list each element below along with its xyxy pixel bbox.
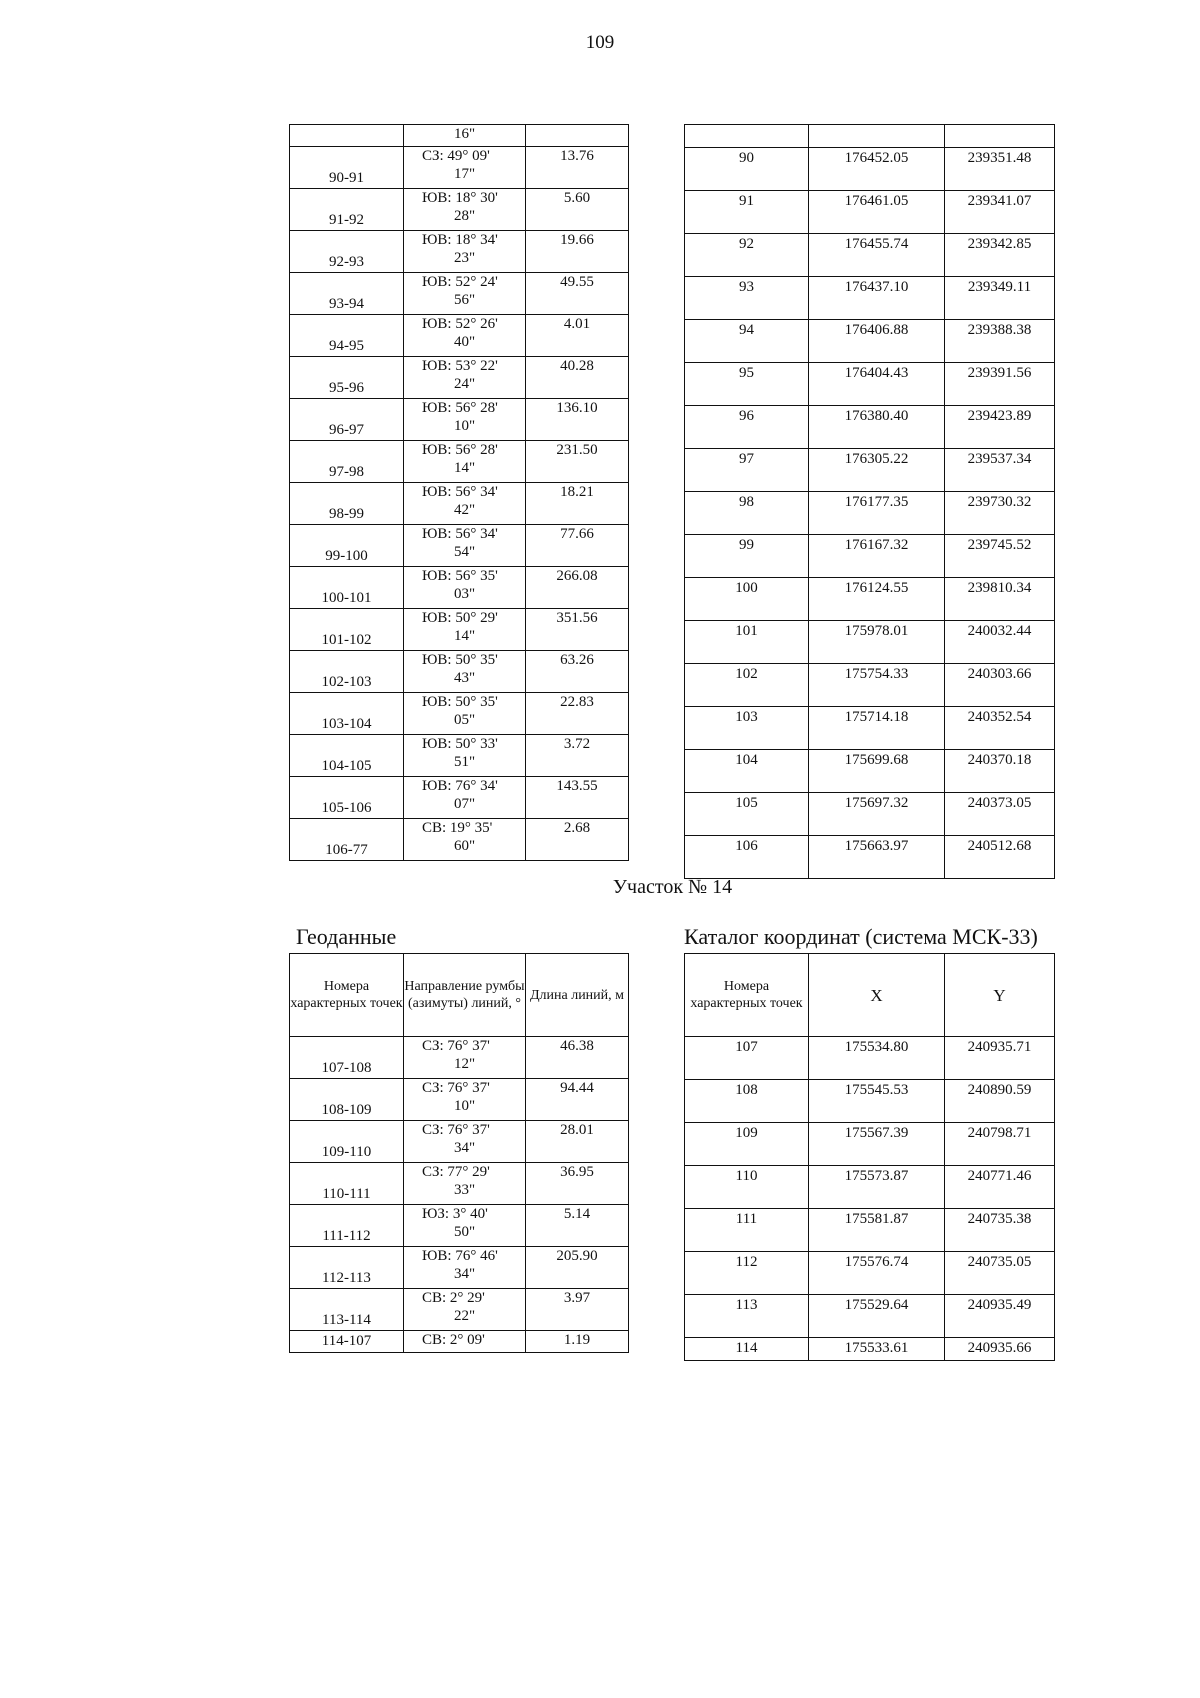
table-row — [290, 1079, 629, 1121]
direction-cell — [404, 1205, 526, 1247]
table-row — [685, 1252, 1055, 1295]
direction-cell — [404, 735, 526, 777]
direction-degrees: СВ: 19° 35' — [422, 820, 493, 836]
y-cell: 240373.05 — [945, 793, 1055, 836]
y-cell: 240735.38 — [945, 1209, 1055, 1252]
table-header-row — [290, 954, 629, 1037]
point-cell: 104 — [685, 750, 809, 793]
direction-degrees: ЮВ: 56° 34' — [422, 526, 498, 542]
table-row — [685, 1123, 1055, 1166]
y-cell: 239388.38 — [945, 320, 1055, 363]
length-cell — [526, 125, 629, 147]
length-cell: 22.83 — [526, 693, 629, 735]
direction-degrees: ЮЗ: 3° 40' — [422, 1206, 488, 1222]
direction-degrees: ЮВ: 76° 34' — [422, 778, 498, 794]
direction-cell — [404, 609, 526, 651]
segment-cell: 100-101 — [290, 567, 404, 609]
table-row — [290, 735, 629, 777]
direction-degrees: ЮВ: 56° 28' — [422, 400, 498, 416]
direction-degrees: ЮВ: 56° 34' — [422, 484, 498, 500]
x-cell: 175581.87 — [809, 1209, 945, 1252]
point-cell: 99 — [685, 535, 809, 578]
direction-seconds: 05" — [454, 712, 476, 728]
direction-seconds: 42" — [454, 502, 476, 518]
x-cell: 176380.40 — [809, 406, 945, 449]
direction-degrees: СЗ: 77° 29' — [422, 1164, 490, 1180]
segment-cell: 109-110 — [290, 1121, 404, 1163]
table-row — [685, 449, 1055, 492]
length-cell: 77.66 — [526, 525, 629, 567]
table-row — [290, 189, 629, 231]
table-header-row — [685, 954, 1055, 1037]
point-cell: 91 — [685, 191, 809, 234]
y-cell: 240735.05 — [945, 1252, 1055, 1295]
point-cell: 111 — [685, 1209, 809, 1252]
direction-cell — [404, 819, 526, 861]
x-cell — [809, 125, 945, 148]
point-cell: 92 — [685, 234, 809, 277]
segment-cell: 111-112 — [290, 1205, 404, 1247]
length-cell: 136.10 — [526, 399, 629, 441]
x-cell: 175699.68 — [809, 750, 945, 793]
table-row — [685, 125, 1055, 148]
table-row — [685, 621, 1055, 664]
point-cell: 112 — [685, 1252, 809, 1295]
x-cell: 175573.87 — [809, 1166, 945, 1209]
table-row — [290, 483, 629, 525]
direction-seconds: 54" — [454, 544, 476, 560]
x-cell: 176461.05 — [809, 191, 945, 234]
catalog-caption: Каталог координат (система МСК-33) — [684, 924, 1038, 949]
segment-cell: 96-97 — [290, 399, 404, 441]
direction-seconds: 60" — [454, 838, 476, 854]
length-cell: 94.44 — [526, 1079, 629, 1121]
table-row — [290, 1163, 629, 1205]
header-y: Y — [945, 954, 1055, 1037]
point-cell: 98 — [685, 492, 809, 535]
table-row — [290, 147, 629, 189]
length-cell: 63.26 — [526, 651, 629, 693]
segment-cell: 113-114 — [290, 1289, 404, 1331]
x-cell: 175529.64 — [809, 1295, 945, 1338]
length-cell: 205.90 — [526, 1247, 629, 1289]
direction-seconds: 28" — [454, 208, 476, 224]
table-row — [685, 1166, 1055, 1209]
table-row — [290, 1247, 629, 1289]
table-row — [290, 693, 629, 735]
y-cell: 239730.32 — [945, 492, 1055, 535]
point-cell: 110 — [685, 1166, 809, 1209]
direction-seconds: 16" — [454, 126, 476, 142]
direction-seconds: 24" — [454, 376, 476, 392]
length-cell: 1.19 — [526, 1331, 629, 1353]
direction-seconds: 43" — [454, 670, 476, 686]
segment-cell: 105-106 — [290, 777, 404, 819]
table-row — [685, 836, 1055, 879]
y-cell: 239745.52 — [945, 535, 1055, 578]
point-cell: 107 — [685, 1037, 809, 1080]
length-cell: 351.56 — [526, 609, 629, 651]
y-cell: 239810.34 — [945, 578, 1055, 621]
length-cell: 143.55 — [526, 777, 629, 819]
length-cell: 19.66 — [526, 231, 629, 273]
coordinates-table-continued — [684, 124, 1055, 879]
segment-cell: 114-107 — [290, 1331, 404, 1353]
direction-degrees: ЮВ: 18° 30' — [422, 190, 498, 206]
point-cell: 95 — [685, 363, 809, 406]
point-cell — [685, 125, 809, 148]
header-points: Номера характерных точек — [685, 954, 809, 1037]
table-row — [685, 277, 1055, 320]
length-cell: 28.01 — [526, 1121, 629, 1163]
direction-seconds: 33" — [454, 1182, 476, 1198]
segment-cell: 103-104 — [290, 693, 404, 735]
direction-degrees: ЮВ: 56° 28' — [422, 442, 498, 458]
direction-degrees: ЮВ: 18° 34' — [422, 232, 498, 248]
point-cell: 101 — [685, 621, 809, 664]
segment-cell: 94-95 — [290, 315, 404, 357]
length-cell: 18.21 — [526, 483, 629, 525]
header-points: Номера характерных точек — [290, 954, 404, 1037]
geodata-table-body — [290, 125, 629, 861]
direction-degrees: СЗ: 76° 37' — [422, 1038, 490, 1054]
direction-degrees: ЮВ: 50° 35' — [422, 652, 498, 668]
segment-cell — [290, 125, 404, 147]
geodata-caption: Геоданные — [296, 924, 397, 949]
table-row — [685, 1338, 1055, 1361]
length-cell: 3.72 — [526, 735, 629, 777]
direction-cell — [404, 315, 526, 357]
y-cell: 240935.66 — [945, 1338, 1055, 1361]
direction-degrees: СЗ: 76° 37' — [422, 1122, 490, 1138]
header-direction: Направление румбы (азимуты) линий, ° — [404, 954, 526, 1037]
table-row — [290, 125, 629, 147]
direction-seconds: 22" — [454, 1308, 476, 1324]
table-row — [685, 1295, 1055, 1338]
segment-cell: 110-111 — [290, 1163, 404, 1205]
point-cell: 114 — [685, 1338, 809, 1361]
direction-seconds: 34" — [454, 1140, 476, 1156]
direction-cell — [404, 693, 526, 735]
x-cell: 176437.10 — [809, 277, 945, 320]
header-length: Длина линий, м — [526, 954, 629, 1037]
y-cell: 240032.44 — [945, 621, 1055, 664]
table-row — [290, 609, 629, 651]
direction-degrees: ЮВ: 50° 33' — [422, 736, 498, 752]
table-row — [685, 793, 1055, 836]
length-cell: 5.14 — [526, 1205, 629, 1247]
segment-cell: 99-100 — [290, 525, 404, 567]
direction-seconds: 23" — [454, 250, 476, 266]
point-cell: 106 — [685, 836, 809, 879]
length-cell: 13.76 — [526, 147, 629, 189]
table-row — [290, 399, 629, 441]
point-cell: 94 — [685, 320, 809, 363]
direction-seconds: 12" — [454, 1056, 476, 1072]
direction-seconds: 51" — [454, 754, 476, 770]
table-row — [290, 651, 629, 693]
direction-seconds: 17" — [454, 166, 476, 182]
table-row — [685, 750, 1055, 793]
direction-seconds: 14" — [454, 460, 476, 476]
coordinates-table-body — [685, 125, 1055, 879]
table-row — [290, 441, 629, 483]
direction-degrees: ЮВ: 56° 35' — [422, 568, 498, 584]
direction-cell — [404, 441, 526, 483]
table-row — [685, 707, 1055, 750]
x-cell: 176452.05 — [809, 148, 945, 191]
direction-seconds: 40" — [454, 334, 476, 350]
direction-seconds: 50" — [454, 1224, 476, 1240]
point-cell: 113 — [685, 1295, 809, 1338]
direction-cell — [404, 1289, 526, 1331]
direction-cell — [404, 357, 526, 399]
point-cell: 103 — [685, 707, 809, 750]
x-cell: 176455.74 — [809, 234, 945, 277]
direction-degrees: ЮВ: 76° 46' — [422, 1248, 498, 1264]
table-row — [685, 148, 1055, 191]
table-row — [290, 1037, 629, 1079]
x-cell: 175663.97 — [809, 836, 945, 879]
segment-cell: 106-77 — [290, 819, 404, 861]
point-cell: 100 — [685, 578, 809, 621]
direction-cell — [404, 125, 526, 147]
point-cell: 105 — [685, 793, 809, 836]
segment-cell: 91-92 — [290, 189, 404, 231]
direction-cell — [404, 1121, 526, 1163]
direction-degrees: ЮВ: 50° 29' — [422, 610, 498, 626]
x-cell: 175545.53 — [809, 1080, 945, 1123]
section-title: Участок № 14 — [612, 876, 733, 898]
table-row — [685, 363, 1055, 406]
direction-cell — [404, 567, 526, 609]
length-cell: 46.38 — [526, 1037, 629, 1079]
length-cell: 40.28 — [526, 357, 629, 399]
table-row — [685, 1209, 1055, 1252]
segment-cell: 104-105 — [290, 735, 404, 777]
direction-degrees: ЮВ: 52° 26' — [422, 316, 498, 332]
direction-seconds: 07" — [454, 796, 476, 812]
geodata-table — [289, 953, 629, 1353]
geodata-table-continued — [289, 124, 629, 861]
y-cell: 240352.54 — [945, 707, 1055, 750]
length-cell: 266.08 — [526, 567, 629, 609]
x-cell: 176124.55 — [809, 578, 945, 621]
direction-seconds: 10" — [454, 1098, 476, 1114]
direction-seconds: 14" — [454, 628, 476, 644]
coordinates-table — [684, 953, 1055, 1361]
segment-cell: 107-108 — [290, 1037, 404, 1079]
y-cell — [945, 125, 1055, 148]
direction-degrees: СВ: 2° 09' — [422, 1332, 485, 1348]
direction-cell — [404, 1079, 526, 1121]
x-cell: 175754.33 — [809, 664, 945, 707]
direction-seconds: 03" — [454, 586, 476, 602]
table-row — [290, 525, 629, 567]
y-cell: 240935.71 — [945, 1037, 1055, 1080]
table-row — [290, 819, 629, 861]
point-cell: 102 — [685, 664, 809, 707]
length-cell: 5.60 — [526, 189, 629, 231]
y-cell: 240771.46 — [945, 1166, 1055, 1209]
segment-cell: 102-103 — [290, 651, 404, 693]
length-cell: 4.01 — [526, 315, 629, 357]
y-cell: 239341.07 — [945, 191, 1055, 234]
segment-cell: 92-93 — [290, 231, 404, 273]
direction-degrees: ЮВ: 50° 35' — [422, 694, 498, 710]
direction-seconds: 34" — [454, 1266, 476, 1282]
x-cell: 176404.43 — [809, 363, 945, 406]
y-cell: 240512.68 — [945, 836, 1055, 879]
table-row — [685, 664, 1055, 707]
point-cell: 97 — [685, 449, 809, 492]
direction-cell — [404, 1163, 526, 1205]
length-cell: 3.97 — [526, 1289, 629, 1331]
table-row — [290, 567, 629, 609]
table-row — [685, 1080, 1055, 1123]
segment-cell: 108-109 — [290, 1079, 404, 1121]
direction-degrees: ЮВ: 53° 22' — [422, 358, 498, 374]
header-x: X — [809, 954, 945, 1037]
direction-cell — [404, 1331, 526, 1353]
table-row — [685, 1037, 1055, 1080]
segment-cell: 93-94 — [290, 273, 404, 315]
table-row — [290, 777, 629, 819]
geodata-table-body — [290, 1037, 629, 1353]
direction-cell — [404, 525, 526, 567]
segment-cell: 95-96 — [290, 357, 404, 399]
y-cell: 240935.49 — [945, 1295, 1055, 1338]
x-cell: 176177.35 — [809, 492, 945, 535]
x-cell: 175978.01 — [809, 621, 945, 664]
direction-degrees: ЮВ: 52° 24' — [422, 274, 498, 290]
y-cell: 240303.66 — [945, 664, 1055, 707]
segment-cell: 90-91 — [290, 147, 404, 189]
table-row — [290, 1289, 629, 1331]
segment-cell: 98-99 — [290, 483, 404, 525]
x-cell: 176167.32 — [809, 535, 945, 578]
direction-cell — [404, 399, 526, 441]
table-row — [685, 492, 1055, 535]
point-cell: 109 — [685, 1123, 809, 1166]
y-cell: 239423.89 — [945, 406, 1055, 449]
y-cell: 239537.34 — [945, 449, 1055, 492]
table-row — [685, 234, 1055, 277]
y-cell: 240370.18 — [945, 750, 1055, 793]
x-cell: 176406.88 — [809, 320, 945, 363]
y-cell: 239349.11 — [945, 277, 1055, 320]
table-row — [685, 578, 1055, 621]
page-number: 109 — [585, 32, 615, 53]
y-cell: 240798.71 — [945, 1123, 1055, 1166]
point-cell: 108 — [685, 1080, 809, 1123]
table-row — [290, 231, 629, 273]
direction-cell — [404, 273, 526, 315]
x-cell: 175714.18 — [809, 707, 945, 750]
segment-cell: 101-102 — [290, 609, 404, 651]
direction-cell — [404, 231, 526, 273]
point-cell: 96 — [685, 406, 809, 449]
x-cell: 175534.80 — [809, 1037, 945, 1080]
coordinates-table-body — [685, 1037, 1055, 1361]
table-row — [290, 273, 629, 315]
table-row — [685, 406, 1055, 449]
y-cell: 239351.48 — [945, 148, 1055, 191]
y-cell: 239391.56 — [945, 363, 1055, 406]
table-row — [290, 1205, 629, 1247]
segment-cell: 97-98 — [290, 441, 404, 483]
segment-cell: 112-113 — [290, 1247, 404, 1289]
table-row — [290, 1331, 629, 1353]
table-row — [685, 320, 1055, 363]
y-cell: 240890.59 — [945, 1080, 1055, 1123]
table-row — [685, 535, 1055, 578]
length-cell: 231.50 — [526, 441, 629, 483]
direction-cell — [404, 777, 526, 819]
x-cell: 175576.74 — [809, 1252, 945, 1295]
table-row — [685, 191, 1055, 234]
direction-cell — [404, 1037, 526, 1079]
x-cell: 175697.32 — [809, 793, 945, 836]
x-cell: 176305.22 — [809, 449, 945, 492]
direction-cell — [404, 147, 526, 189]
point-cell: 90 — [685, 148, 809, 191]
direction-seconds: 56" — [454, 292, 476, 308]
direction-cell — [404, 1247, 526, 1289]
table-row — [290, 1121, 629, 1163]
direction-cell — [404, 651, 526, 693]
direction-cell — [404, 483, 526, 525]
direction-degrees: СВ: 2° 29' — [422, 1290, 485, 1306]
length-cell: 36.95 — [526, 1163, 629, 1205]
table-row — [290, 357, 629, 399]
length-cell: 2.68 — [526, 819, 629, 861]
y-cell: 239342.85 — [945, 234, 1055, 277]
direction-cell — [404, 189, 526, 231]
table-row — [290, 315, 629, 357]
direction-degrees: СЗ: 49° 09' — [422, 148, 490, 164]
length-cell: 49.55 — [526, 273, 629, 315]
direction-degrees: СЗ: 76° 37' — [422, 1080, 490, 1096]
point-cell: 93 — [685, 277, 809, 320]
direction-seconds: 10" — [454, 418, 476, 434]
x-cell: 175567.39 — [809, 1123, 945, 1166]
x-cell: 175533.61 — [809, 1338, 945, 1361]
